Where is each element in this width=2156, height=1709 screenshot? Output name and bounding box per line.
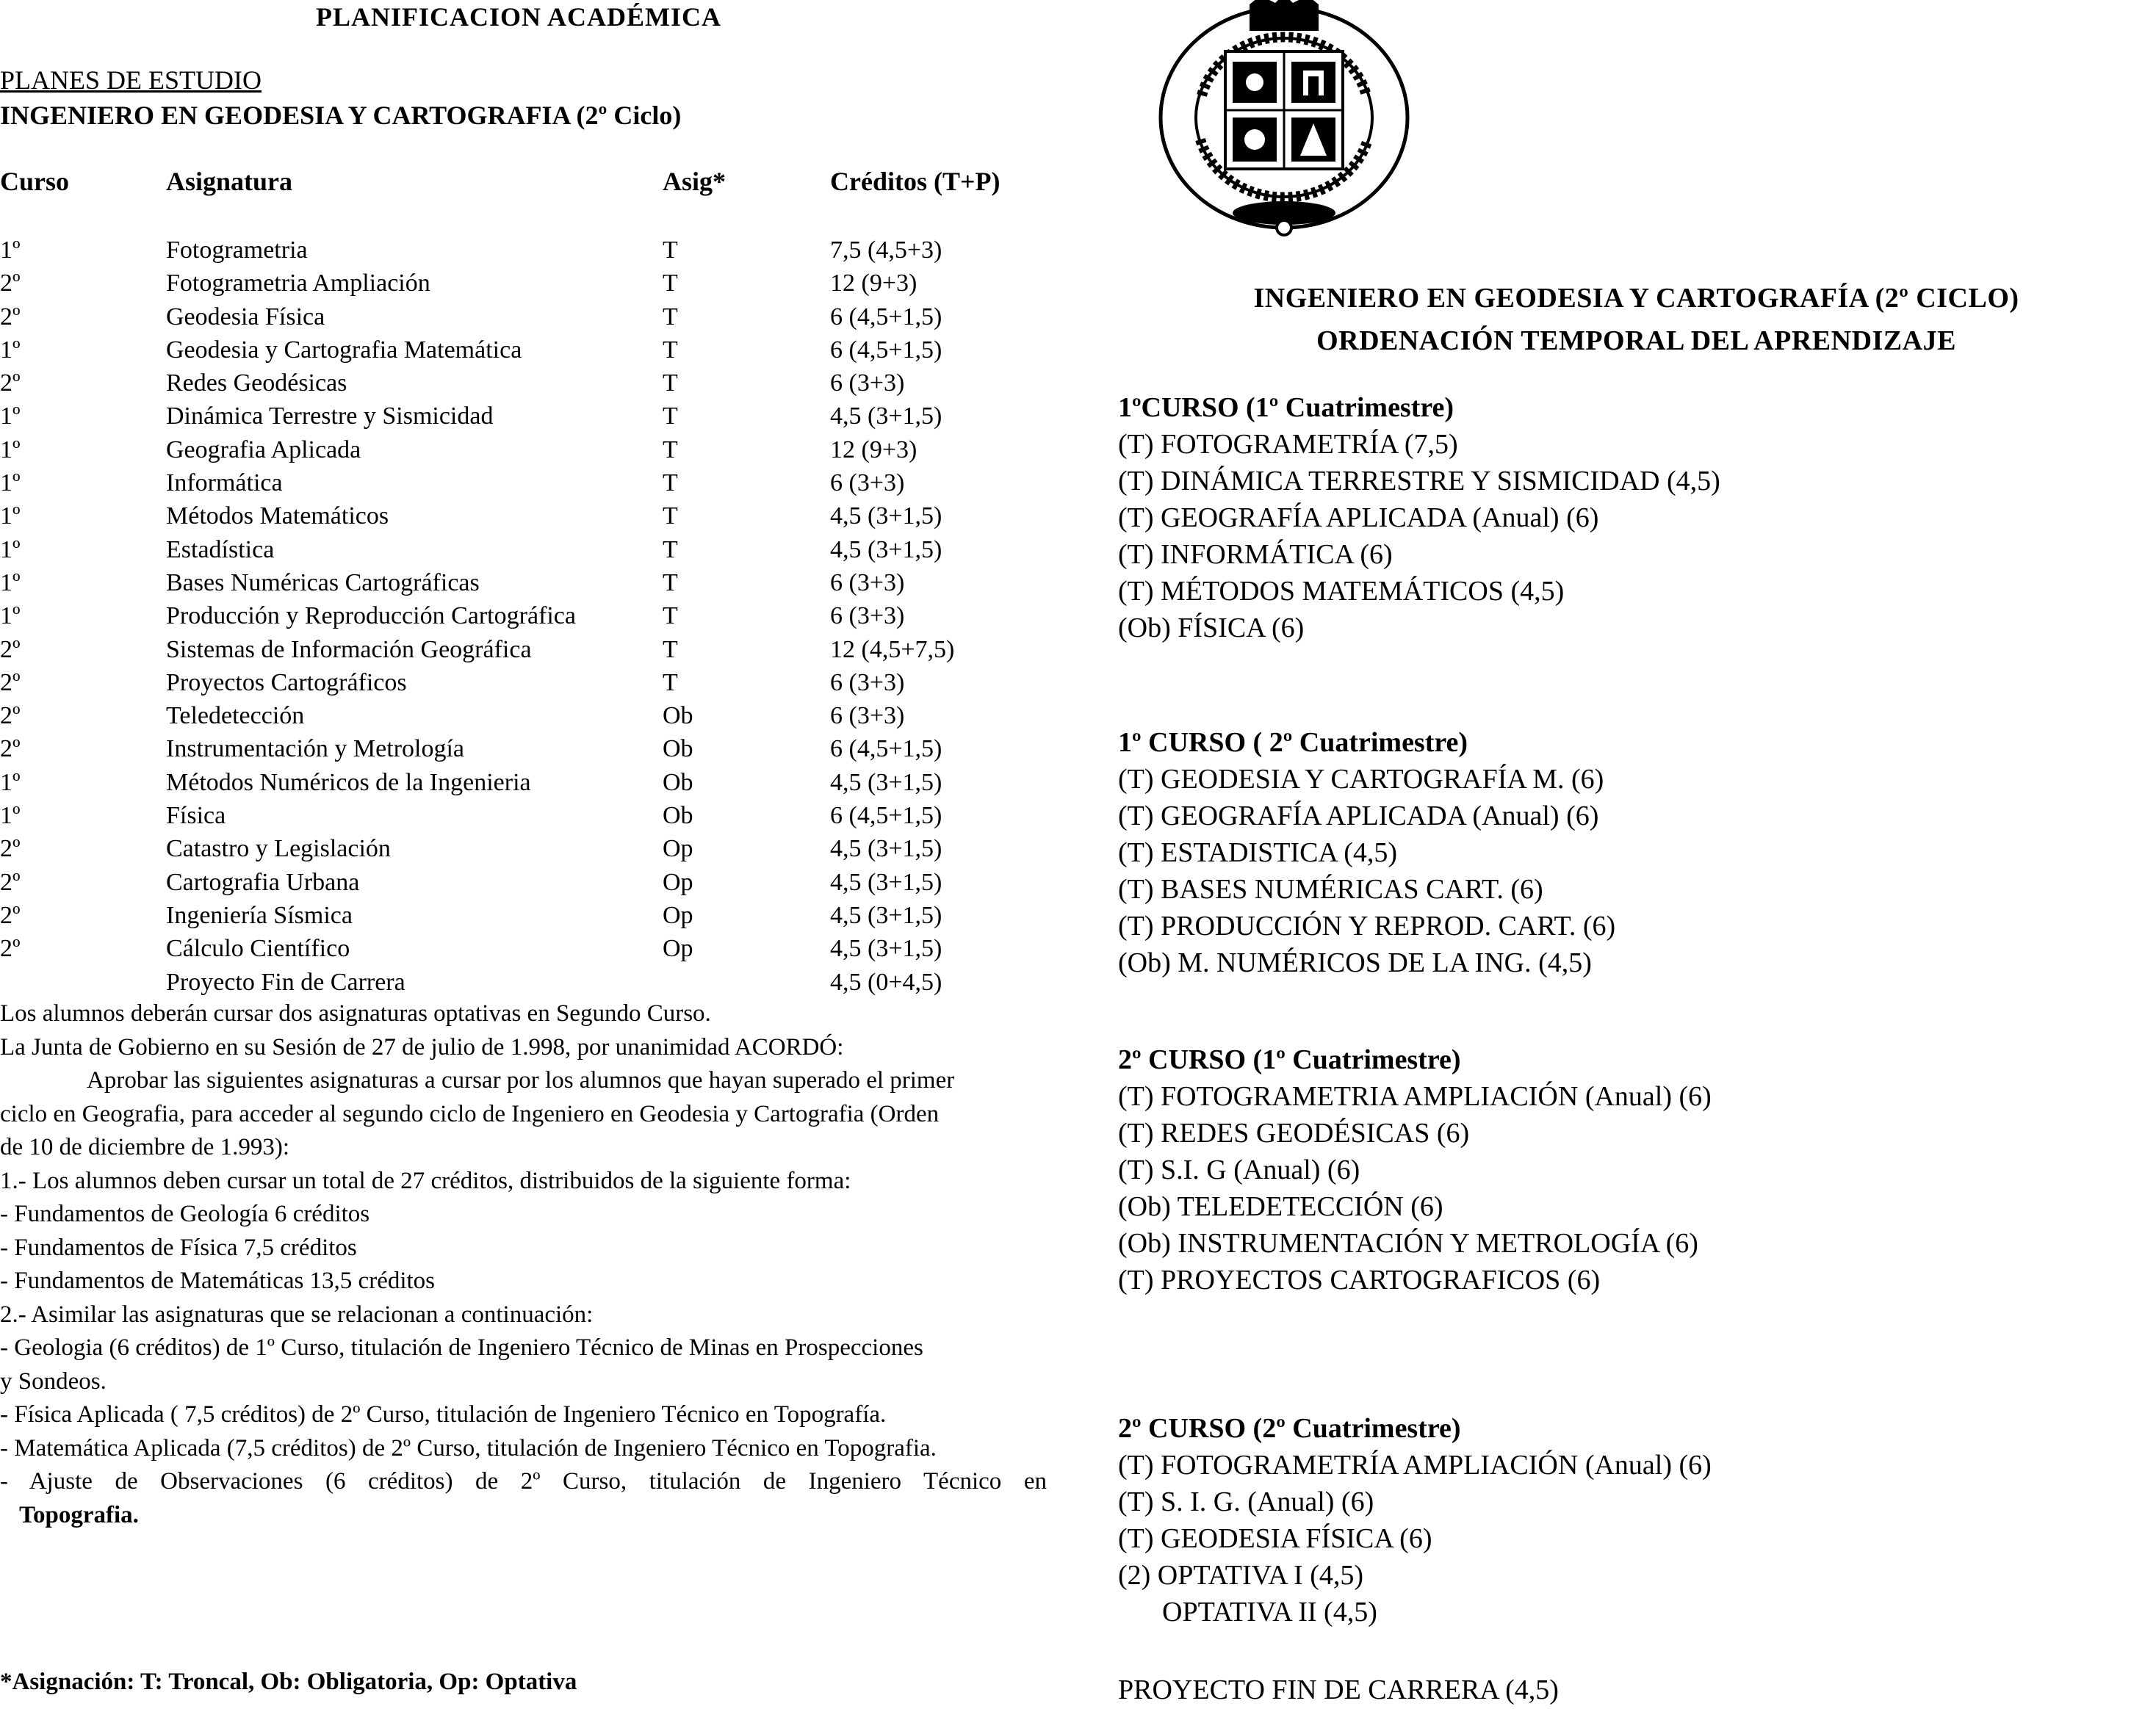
subject-item: (T) GEODESIA Y CARTOGRAFÍA M. (6) bbox=[1118, 764, 1604, 795]
cell-curso: 1º bbox=[0, 436, 21, 463]
cell-curso: 1º bbox=[0, 336, 21, 364]
cell-curso: 1º bbox=[0, 402, 21, 430]
cell-asig-type: T bbox=[663, 668, 678, 696]
cell-asig-type: T bbox=[663, 535, 678, 563]
cell-asignatura: Geodesia Física bbox=[166, 303, 325, 330]
column-header-asignatura: Asignatura bbox=[166, 167, 293, 196]
subject-item: (T) PROYECTOS CARTOGRAFICOS (6) bbox=[1118, 1265, 1601, 1296]
table-row bbox=[0, 533, 1043, 566]
cell-creditos: 4,5 (3+1,5) bbox=[830, 402, 942, 430]
cell-curso: 2º bbox=[0, 901, 21, 929]
cell-curso: 2º bbox=[0, 868, 21, 896]
subject-item: (Ob) INSTRUMENTACIÓN Y METROLOGÍA (6) bbox=[1118, 1228, 1698, 1259]
cell-creditos: 12 (4,5+7,5) bbox=[830, 635, 955, 663]
cell-creditos: 6 (4,5+1,5) bbox=[830, 303, 942, 330]
column-header-asig-type: Asig* bbox=[663, 167, 727, 196]
table-row bbox=[0, 966, 1043, 999]
table-row bbox=[0, 899, 1043, 932]
course-block-heading: 1ºCURSO (1º Cuatrimestre) bbox=[1118, 392, 1454, 423]
final-project-block bbox=[1118, 1672, 2146, 1708]
cell-asig-type: Ob bbox=[663, 735, 693, 763]
cell-creditos: 7,5 (4,5+3) bbox=[830, 236, 942, 264]
note-junta: La Junta de Gobierno en su Sesión de 27 de julio de 1.998, por unanimidad ACORDÓ: bbox=[0, 1033, 844, 1061]
subject-item: (Ob) TELEDETECCIÓN (6) bbox=[1118, 1191, 1443, 1222]
cell-asignatura: Proyecto Fin de Carrera bbox=[166, 968, 405, 996]
notes bbox=[0, 997, 1047, 1532]
cell-asignatura: Física bbox=[166, 802, 226, 830]
course-block-2-1 bbox=[1118, 1041, 2146, 1298]
subject-item: (T) PRODUCCIÓN Y REPROD. CART. (6) bbox=[1118, 911, 1616, 942]
cell-asignatura: Fotogrametria bbox=[166, 236, 308, 264]
note-point-1-matematicas: - Fundamentos de Matemáticas 13,5 créditos bbox=[0, 1268, 436, 1294]
table-row bbox=[0, 366, 1043, 400]
cell-curso: 1º bbox=[0, 768, 21, 796]
subject-item: OPTATIVA II (4,5) bbox=[1162, 1597, 1377, 1627]
cell-asig-type: T bbox=[663, 635, 678, 663]
table-row bbox=[0, 799, 1043, 832]
subject-item: (T) FOTOGRAMETRÍA (7,5) bbox=[1118, 429, 1458, 460]
table-row bbox=[0, 599, 1043, 632]
plan-subtitle: ORDENACIÓN TEMPORAL DEL APRENDIZAJE bbox=[1316, 325, 1956, 356]
cell-asig-type: T bbox=[663, 402, 678, 430]
note-point-1-fisica: - Fundamentos de Física 7,5 créditos bbox=[0, 1234, 357, 1261]
table-row bbox=[0, 400, 1043, 433]
note-point-2: 2.- Asimilar las asignaturas que se relacionan a continuación: bbox=[0, 1301, 594, 1328]
subject-item: (T) ESTADISTICA (4,5) bbox=[1118, 837, 1398, 868]
cell-asignatura: Ingeniería Sísmica bbox=[166, 901, 353, 929]
cell-creditos: 6 (3+3) bbox=[830, 369, 905, 397]
note-aprobar-3: de 10 de diciembre de 1.993): bbox=[0, 1134, 290, 1160]
subject-item: (2) OPTATIVA I (4,5) bbox=[1118, 1560, 1364, 1591]
cell-creditos: 12 (9+3) bbox=[830, 436, 917, 463]
cell-asig-type: T bbox=[663, 303, 678, 330]
final-project: PROYECTO FIN DE CARRERA (4,5) bbox=[1118, 1674, 1559, 1705]
subject-item: (T) GEOGRAFÍA APLICADA (Anual) (6) bbox=[1118, 502, 1599, 533]
table-row bbox=[0, 267, 1043, 300]
cell-curso: 2º bbox=[0, 369, 21, 397]
note-point-1: 1.- Los alumnos deben cursar un total de 27 créditos, distribuidos de la siguiente forma: bbox=[0, 1167, 851, 1194]
cell-curso: 1º bbox=[0, 802, 21, 830]
cell-curso: 2º bbox=[0, 735, 21, 763]
note-aprobar-1: Aprobar las siguientes asignaturas a cursar por los alumnos que hayan superado el primer bbox=[87, 1067, 955, 1094]
university-seal-icon bbox=[1158, 0, 1410, 239]
cell-asignatura: Cálculo Científico bbox=[166, 935, 350, 963]
cell-curso: 1º bbox=[0, 602, 21, 630]
note-point-1-geologia: - Fundamentos de Geología 6 créditos bbox=[0, 1201, 370, 1227]
note-point-2-fisica: - Física Aplicada ( 7,5 créditos) de 2º Curso, titulación de Ingeniero Técnico en Topografía. bbox=[0, 1401, 887, 1428]
cell-asig-type: T bbox=[663, 436, 678, 463]
note-point-2-matematica: - Matemática Aplicada (7,5 créditos) de 2º Curso, titulación de Ingeniero Técnico en Topografia. bbox=[0, 1434, 937, 1461]
cell-asig-type: T bbox=[663, 502, 678, 530]
cell-asignatura: Teledetección bbox=[166, 702, 305, 730]
table-row bbox=[0, 566, 1043, 599]
footnote: *Asignación: T: Troncal, Ob: Obligatoria, Op: Optativa bbox=[0, 1669, 577, 1695]
cell-asignatura: Métodos Numéricos de la Ingenieria bbox=[166, 768, 531, 796]
note-point-2-geologia: - Geologia (6 créditos) de 1º Curso, titulación de Ingeniero Técnico de Minas en Prospecciones bbox=[0, 1334, 923, 1361]
cell-asignatura: Proyectos Cartográficos bbox=[166, 668, 407, 696]
cell-asig-type: Ob bbox=[663, 702, 693, 730]
cell-curso: 1º bbox=[0, 502, 21, 530]
table-row bbox=[0, 499, 1043, 532]
note-point-2-ajuste: - Ajuste de Observaciones (6 créditos) de 2º Curso, titulación de Ingeniero Técnico en bbox=[0, 1468, 1047, 1495]
cell-asignatura: Cartografia Urbana bbox=[166, 868, 360, 896]
subject-item: (Ob) M. NUMÉRICOS DE LA ING. (4,5) bbox=[1118, 947, 1592, 978]
cell-asig-type: T bbox=[663, 369, 678, 397]
cell-curso: 2º bbox=[0, 835, 21, 863]
cell-asig-type: T bbox=[663, 236, 678, 264]
cell-asig-type: Op bbox=[663, 935, 693, 963]
subject-item: (T) FOTOGRAMETRÍA AMPLIACIÓN (Anual) (6) bbox=[1118, 1450, 1712, 1481]
cell-curso: 1º bbox=[0, 236, 21, 264]
cell-asig-type: Op bbox=[663, 901, 693, 929]
cell-asignatura: Estadística bbox=[166, 535, 275, 563]
note-point-2-geologia-cont: y Sondeos. bbox=[0, 1367, 107, 1395]
cell-creditos: 4,5 (3+1,5) bbox=[830, 502, 942, 530]
subject-item: (T) FOTOGRAMETRIA AMPLIACIÓN (Anual) (6) bbox=[1118, 1081, 1712, 1112]
table-row bbox=[0, 633, 1043, 666]
course-block-heading: 1º CURSO ( 2º Cuatrimestre) bbox=[1118, 727, 1468, 758]
cell-creditos: 4,5 (3+1,5) bbox=[830, 935, 942, 963]
cell-asig-type: Ob bbox=[663, 768, 693, 796]
cell-asignatura: Geografia Aplicada bbox=[166, 436, 361, 463]
subject-item: (Ob) FÍSICA (6) bbox=[1118, 613, 1305, 643]
table-row bbox=[0, 699, 1043, 732]
cell-curso: 1º bbox=[0, 469, 21, 497]
cell-curso: 2º bbox=[0, 935, 21, 963]
cell-curso: 2º bbox=[0, 303, 21, 330]
cell-creditos: 4,5 (3+1,5) bbox=[830, 535, 942, 563]
cell-asig-type: T bbox=[663, 602, 678, 630]
table-row bbox=[0, 766, 1043, 799]
cell-asig-type: Op bbox=[663, 868, 693, 896]
cell-creditos: 4,5 (3+1,5) bbox=[830, 768, 942, 796]
subject-item: (T) REDES GEODÉSICAS (6) bbox=[1118, 1118, 1470, 1149]
cell-creditos: 6 (3+3) bbox=[830, 668, 905, 696]
cell-creditos: 4,5 (3+1,5) bbox=[830, 868, 942, 896]
subject-item: (T) S. I. G. (Anual) (6) bbox=[1118, 1486, 1374, 1517]
cell-curso: 2º bbox=[0, 270, 21, 297]
section-label: PLANES DE ESTUDIO bbox=[0, 65, 262, 95]
page-title: PLANIFICACION ACADÉMICA bbox=[316, 2, 722, 32]
subject-item: (T) S.I. G (Anual) (6) bbox=[1118, 1155, 1360, 1185]
cell-asignatura: Dinámica Terrestre y Sismicidad bbox=[166, 402, 494, 430]
subject-item: (T) BASES NUMÉRICAS CART. (6) bbox=[1118, 874, 1543, 905]
cell-curso: 2º bbox=[0, 668, 21, 696]
course-block-1-1 bbox=[1118, 389, 2146, 646]
cell-asignatura: Redes Geodésicas bbox=[166, 369, 347, 397]
plan-title: INGENIERO EN GEODESIA Y CARTOGRAFÍA (2º CICLO) bbox=[1253, 283, 2019, 314]
cell-creditos: 6 (3+3) bbox=[830, 568, 905, 596]
cell-curso: 1º bbox=[0, 535, 21, 563]
cell-asignatura: Catastro y Legislación bbox=[166, 835, 391, 863]
table-row bbox=[0, 732, 1043, 765]
table-row bbox=[0, 832, 1043, 865]
cell-creditos: 6 (3+3) bbox=[830, 702, 905, 730]
cell-creditos: 4,5 (3+1,5) bbox=[830, 835, 942, 863]
cell-asignatura: Informática bbox=[166, 469, 283, 497]
cell-asig-type: T bbox=[663, 568, 678, 596]
cell-asignatura: Instrumentación y Metrología bbox=[166, 735, 465, 763]
cell-creditos: 4,5 (3+1,5) bbox=[830, 901, 942, 929]
cell-asig-type: Ob bbox=[663, 802, 693, 830]
cell-curso: 2º bbox=[0, 635, 21, 663]
cell-asignatura: Métodos Matemáticos bbox=[166, 502, 389, 530]
degree-title: INGENIERO EN GEODESIA Y CARTOGRAFIA (2º Ciclo) bbox=[0, 101, 682, 130]
cell-asignatura: Sistemas de Información Geográfica bbox=[166, 635, 532, 663]
cell-asig-type: Op bbox=[663, 835, 693, 863]
cell-creditos: 6 (4,5+1,5) bbox=[830, 336, 942, 364]
table-row bbox=[0, 866, 1043, 899]
table-row bbox=[0, 932, 1043, 965]
cell-curso: 2º bbox=[0, 702, 21, 730]
table-row bbox=[0, 433, 1043, 466]
subject-item: (T) GEODESIA FÍSICA (6) bbox=[1118, 1523, 1432, 1554]
table-row bbox=[0, 300, 1043, 333]
cell-asignatura: Geodesia y Cartografia Matemática bbox=[166, 336, 522, 364]
subject-item: (T) MÉTODOS MATEMÁTICOS (4,5) bbox=[1118, 576, 1565, 607]
course-table bbox=[0, 234, 1043, 999]
subject-item: (T) DINÁMICA TERRESTRE Y SISMICIDAD (4,5) bbox=[1118, 466, 1720, 496]
table-row bbox=[0, 666, 1043, 699]
cell-creditos: 4,5 (0+4,5) bbox=[830, 968, 942, 996]
cell-asignatura: Fotogrametria Ampliación bbox=[166, 270, 430, 297]
cell-creditos: 6 (4,5+1,5) bbox=[830, 802, 942, 830]
cell-creditos: 6 (3+3) bbox=[830, 602, 905, 630]
table-row bbox=[0, 333, 1043, 366]
cell-asignatura: Bases Numéricas Cartográficas bbox=[166, 568, 480, 596]
cell-asig-type: T bbox=[663, 469, 678, 497]
cell-asignatura: Producción y Reproducción Cartográfica bbox=[166, 602, 576, 630]
column-header-curso: Curso bbox=[0, 167, 70, 196]
note-optativas: Los alumnos deberán cursar dos asignaturas optativas en Segundo Curso. bbox=[0, 1000, 711, 1027]
cell-creditos: 12 (9+3) bbox=[830, 270, 917, 297]
subject-item: (T) GEOGRAFÍA APLICADA (Anual) (6) bbox=[1118, 801, 1599, 831]
table-row bbox=[0, 234, 1043, 267]
column-header-creditos: Créditos (T+P) bbox=[830, 167, 1001, 196]
cell-asig-type: T bbox=[663, 336, 678, 364]
course-block-2-2 bbox=[1118, 1410, 2146, 1630]
cell-asig-type: T bbox=[663, 270, 678, 297]
cell-creditos: 6 (4,5+1,5) bbox=[830, 735, 942, 763]
table-row bbox=[0, 466, 1043, 499]
cell-creditos: 6 (3+3) bbox=[830, 469, 905, 497]
subject-item: (T) INFORMÁTICA (6) bbox=[1118, 539, 1393, 570]
course-block-1-2 bbox=[1118, 724, 2146, 981]
course-block-heading: 2º CURSO (2º Cuatrimestre) bbox=[1118, 1413, 1461, 1444]
course-block-heading: 2º CURSO (1º Cuatrimestre) bbox=[1118, 1044, 1461, 1075]
note-aprobar-2: ciclo en Geografia, para acceder al segundo ciclo de Ingeniero en Geodesia y Cartografia (Orden bbox=[0, 1100, 940, 1127]
note-point-2-ajuste-cont: Topografia. bbox=[19, 1501, 139, 1528]
cell-curso: 1º bbox=[0, 568, 21, 596]
